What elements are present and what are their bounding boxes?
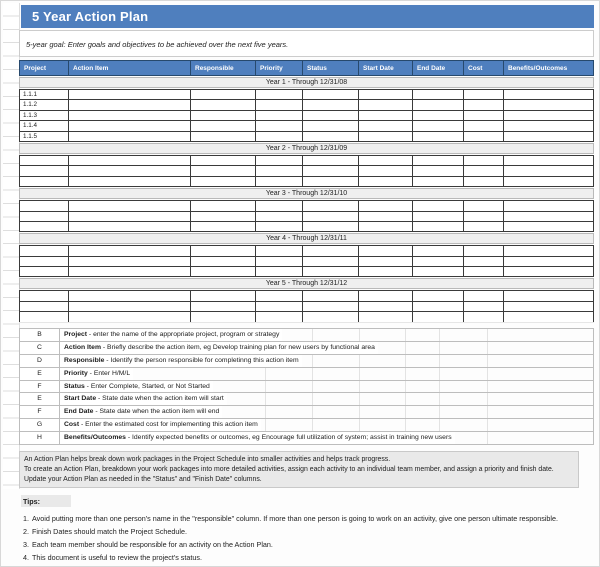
- grid-cell[interactable]: [463, 176, 504, 187]
- tip-number: 4.: [23, 553, 29, 562]
- legend-letter-cell: B: [20, 329, 60, 341]
- legend-row: [19, 354, 594, 368]
- column-header-project: Project: [20, 61, 69, 75]
- goal-text: 5-year goal: Enter goals and objectives to be achieved over the next five years.: [26, 40, 289, 49]
- grid-cell[interactable]: [412, 131, 464, 142]
- tip-item: [23, 551, 593, 564]
- grid-cell[interactable]: [412, 176, 464, 187]
- legend-desc: - Identify expected benefits or outcomes, eg Encourage full utilization of system; assist in training new users: [125, 434, 452, 442]
- column-header-end-date: End Date: [413, 61, 464, 75]
- tip-number: 2.: [23, 527, 29, 536]
- tip-text: Finish Dates should match the Project Schedule.: [32, 527, 188, 536]
- grid-cell[interactable]: [463, 221, 504, 232]
- grid-cell[interactable]: [503, 221, 594, 232]
- grid-cell[interactable]: [255, 131, 303, 142]
- note-line: Update your Action Plan as needed in the "Status" and "Finish Date" columns.: [24, 476, 262, 484]
- grid-cell[interactable]: [412, 221, 464, 232]
- year-rows: [19, 244, 594, 277]
- grid-cell[interactable]: [68, 176, 191, 187]
- year-section-3: [19, 188, 594, 232]
- note-line: To create an Action Plan, breakdown your work packages into more detailed activities, assign each activity to an individual team member, and assign a priority and finish date.: [24, 466, 554, 474]
- legend-desc: - Identify the person responsible for completinng this action item: [104, 356, 299, 364]
- grid-cell[interactable]: [358, 176, 413, 187]
- legend-term: Action Item: [64, 343, 102, 351]
- grid-cell[interactable]: [463, 131, 504, 142]
- column-header-responsible: Responsible: [191, 61, 256, 75]
- legend-row: [19, 405, 594, 419]
- action-plan-table: [19, 60, 594, 323]
- note-line: An Action Plan helps break down work packages in the Project Schedule into smaller activities and helps track progress.: [24, 456, 391, 463]
- year-band-label: Year 2 - Through 12/31/09: [19, 143, 594, 154]
- notes-block: [19, 451, 579, 488]
- legend-term: Benefits/Outcomes: [64, 434, 126, 442]
- tip-item: [23, 538, 593, 551]
- legend-desc-cell: [60, 419, 261, 431]
- legend-desc: - Briefly describe the action item, eg Develop training plan for new users by functional area: [101, 343, 375, 351]
- tip-item: [23, 525, 593, 538]
- legend-desc: - Enter Complete, Started, or Not Started: [84, 382, 210, 390]
- year-rows: [19, 154, 594, 187]
- table-row: [19, 266, 594, 277]
- project-id-cell[interactable]: [19, 266, 69, 277]
- legend-desc: - Enter the estimated cost for implementing this action item: [79, 421, 258, 429]
- legend: [19, 328, 594, 445]
- year-section-2: [19, 143, 594, 187]
- tip-text: Each team member should be responsible for an activity on the Action Plan.: [32, 540, 273, 549]
- legend-desc-cell: [60, 432, 455, 444]
- legend-row: [19, 341, 594, 355]
- legend-letter-cell: H: [20, 432, 60, 444]
- column-header-cost: Cost: [464, 61, 504, 75]
- title-bar: [21, 5, 594, 28]
- grid-cell[interactable]: [68, 221, 191, 232]
- grid-cell[interactable]: [68, 266, 191, 277]
- legend-desc: - State date when the action item will end: [93, 408, 220, 416]
- year-section-4: [19, 233, 594, 277]
- tip-item: [23, 512, 593, 525]
- legend-row: [19, 418, 594, 432]
- tip-number: 3.: [23, 540, 29, 549]
- grid-cell[interactable]: [503, 176, 594, 187]
- legend-letter-cell: G: [20, 419, 60, 431]
- table-row: [19, 131, 594, 142]
- grid-cell[interactable]: [255, 176, 303, 187]
- tip-number: 1.: [23, 514, 29, 523]
- legend-term: End Date: [64, 408, 94, 416]
- project-id-cell[interactable]: 1.1.2: [19, 99, 69, 110]
- tips-list: [23, 512, 593, 564]
- grid-cell[interactable]: [190, 221, 256, 232]
- legend-term: Priority: [64, 369, 88, 377]
- year-section-1: [19, 77, 594, 142]
- grid-cell[interactable]: [255, 266, 303, 277]
- grid-cell[interactable]: [503, 266, 594, 277]
- tip-text: Avoid putting more than one person's name in the "responsible" column. If more than one person is going to work on an activity, give one person ultimate responsible.: [32, 514, 559, 523]
- project-id-cell[interactable]: [19, 221, 69, 232]
- year-rows: [19, 88, 594, 142]
- project-id-cell[interactable]: 1.1.4: [19, 120, 69, 131]
- table-header-row: [19, 60, 594, 76]
- legend-term: Status: [64, 382, 85, 390]
- grid-cell[interactable]: [503, 131, 594, 142]
- project-id-cell[interactable]: [19, 176, 69, 187]
- project-id-cell[interactable]: 1.1.3: [19, 110, 69, 121]
- grid-cell[interactable]: [302, 176, 359, 187]
- year-rows: [19, 199, 594, 232]
- grid-cell[interactable]: [190, 176, 256, 187]
- legend-letter-cell: D: [20, 355, 60, 367]
- page-title: 5 Year Action Plan: [32, 9, 149, 24]
- grid-cell[interactable]: [255, 221, 303, 232]
- legend-desc: - State date when the action item will start: [96, 395, 224, 403]
- legend-row: [19, 431, 594, 445]
- grid-cell[interactable]: [190, 266, 256, 277]
- legend-term: Project: [64, 331, 88, 338]
- grid-cell[interactable]: [302, 266, 359, 277]
- legend-letter-cell: F: [20, 406, 60, 418]
- legend-letter-cell: E: [20, 393, 60, 405]
- goal-box[interactable]: [19, 30, 594, 57]
- year-band-label: Year 5 - Through 12/31/12: [19, 278, 594, 289]
- grid-cell[interactable]: [190, 131, 256, 142]
- year-band-label: Year 3 - Through 12/31/10: [19, 188, 594, 199]
- column-header-start-date: Start Date: [359, 61, 413, 75]
- legend-row: [19, 392, 594, 406]
- tips-label: Tips:: [21, 495, 71, 507]
- grid-cell[interactable]: [358, 221, 413, 232]
- grid-cell[interactable]: [302, 131, 359, 142]
- grid-cell[interactable]: [302, 221, 359, 232]
- legend-letter-cell: F: [20, 381, 60, 393]
- tip-text: This document is useful to review the project's status.: [32, 553, 202, 562]
- column-header-benefits: Benefits/Outcomes: [508, 65, 568, 72]
- legend-term: Start Date: [64, 395, 97, 403]
- grid-cell[interactable]: [463, 266, 504, 277]
- year-section-5: [19, 278, 594, 322]
- legend-letter-cell: C: [20, 342, 60, 354]
- legend-row: [19, 380, 594, 394]
- legend-desc-cell: [60, 368, 133, 380]
- column-header-action-item: Action Item: [69, 61, 191, 75]
- row-gutter: [3, 3, 20, 489]
- legend-desc: - enter the name of the appropriate project, program or strategy: [87, 331, 280, 338]
- column-header-priority: Priority: [256, 61, 303, 75]
- legend-row: [19, 328, 594, 342]
- column-header-status: Status: [303, 61, 359, 75]
- legend-desc-cell: [60, 329, 282, 341]
- grid-cell[interactable]: [68, 131, 191, 142]
- project-id-cell[interactable]: 1.1.1: [19, 89, 69, 100]
- legend-letter-cell: E: [20, 368, 60, 380]
- legend-term: Responsible: [64, 356, 105, 364]
- legend-desc-cell: [60, 393, 227, 405]
- grid-cell[interactable]: [412, 266, 464, 277]
- legend-row: [19, 367, 594, 381]
- project-id-cell[interactable]: 1.1.5: [19, 131, 69, 142]
- legend-desc-cell: [60, 381, 213, 393]
- legend-desc-cell: [60, 406, 222, 418]
- grid-cell[interactable]: [358, 131, 413, 142]
- legend-desc-cell: [60, 355, 302, 367]
- legend-desc: - Enter H/M/L: [87, 369, 131, 377]
- legend-desc-cell: [60, 342, 378, 354]
- legend-term: Cost: [64, 421, 80, 429]
- table-row: [19, 176, 594, 187]
- year-band-label: Year 1 - Through 12/31/08: [19, 77, 594, 88]
- grid-cell[interactable]: [358, 266, 413, 277]
- table-row: [19, 221, 594, 232]
- year-band-label: Year 4 - Through 12/31/11: [19, 233, 594, 244]
